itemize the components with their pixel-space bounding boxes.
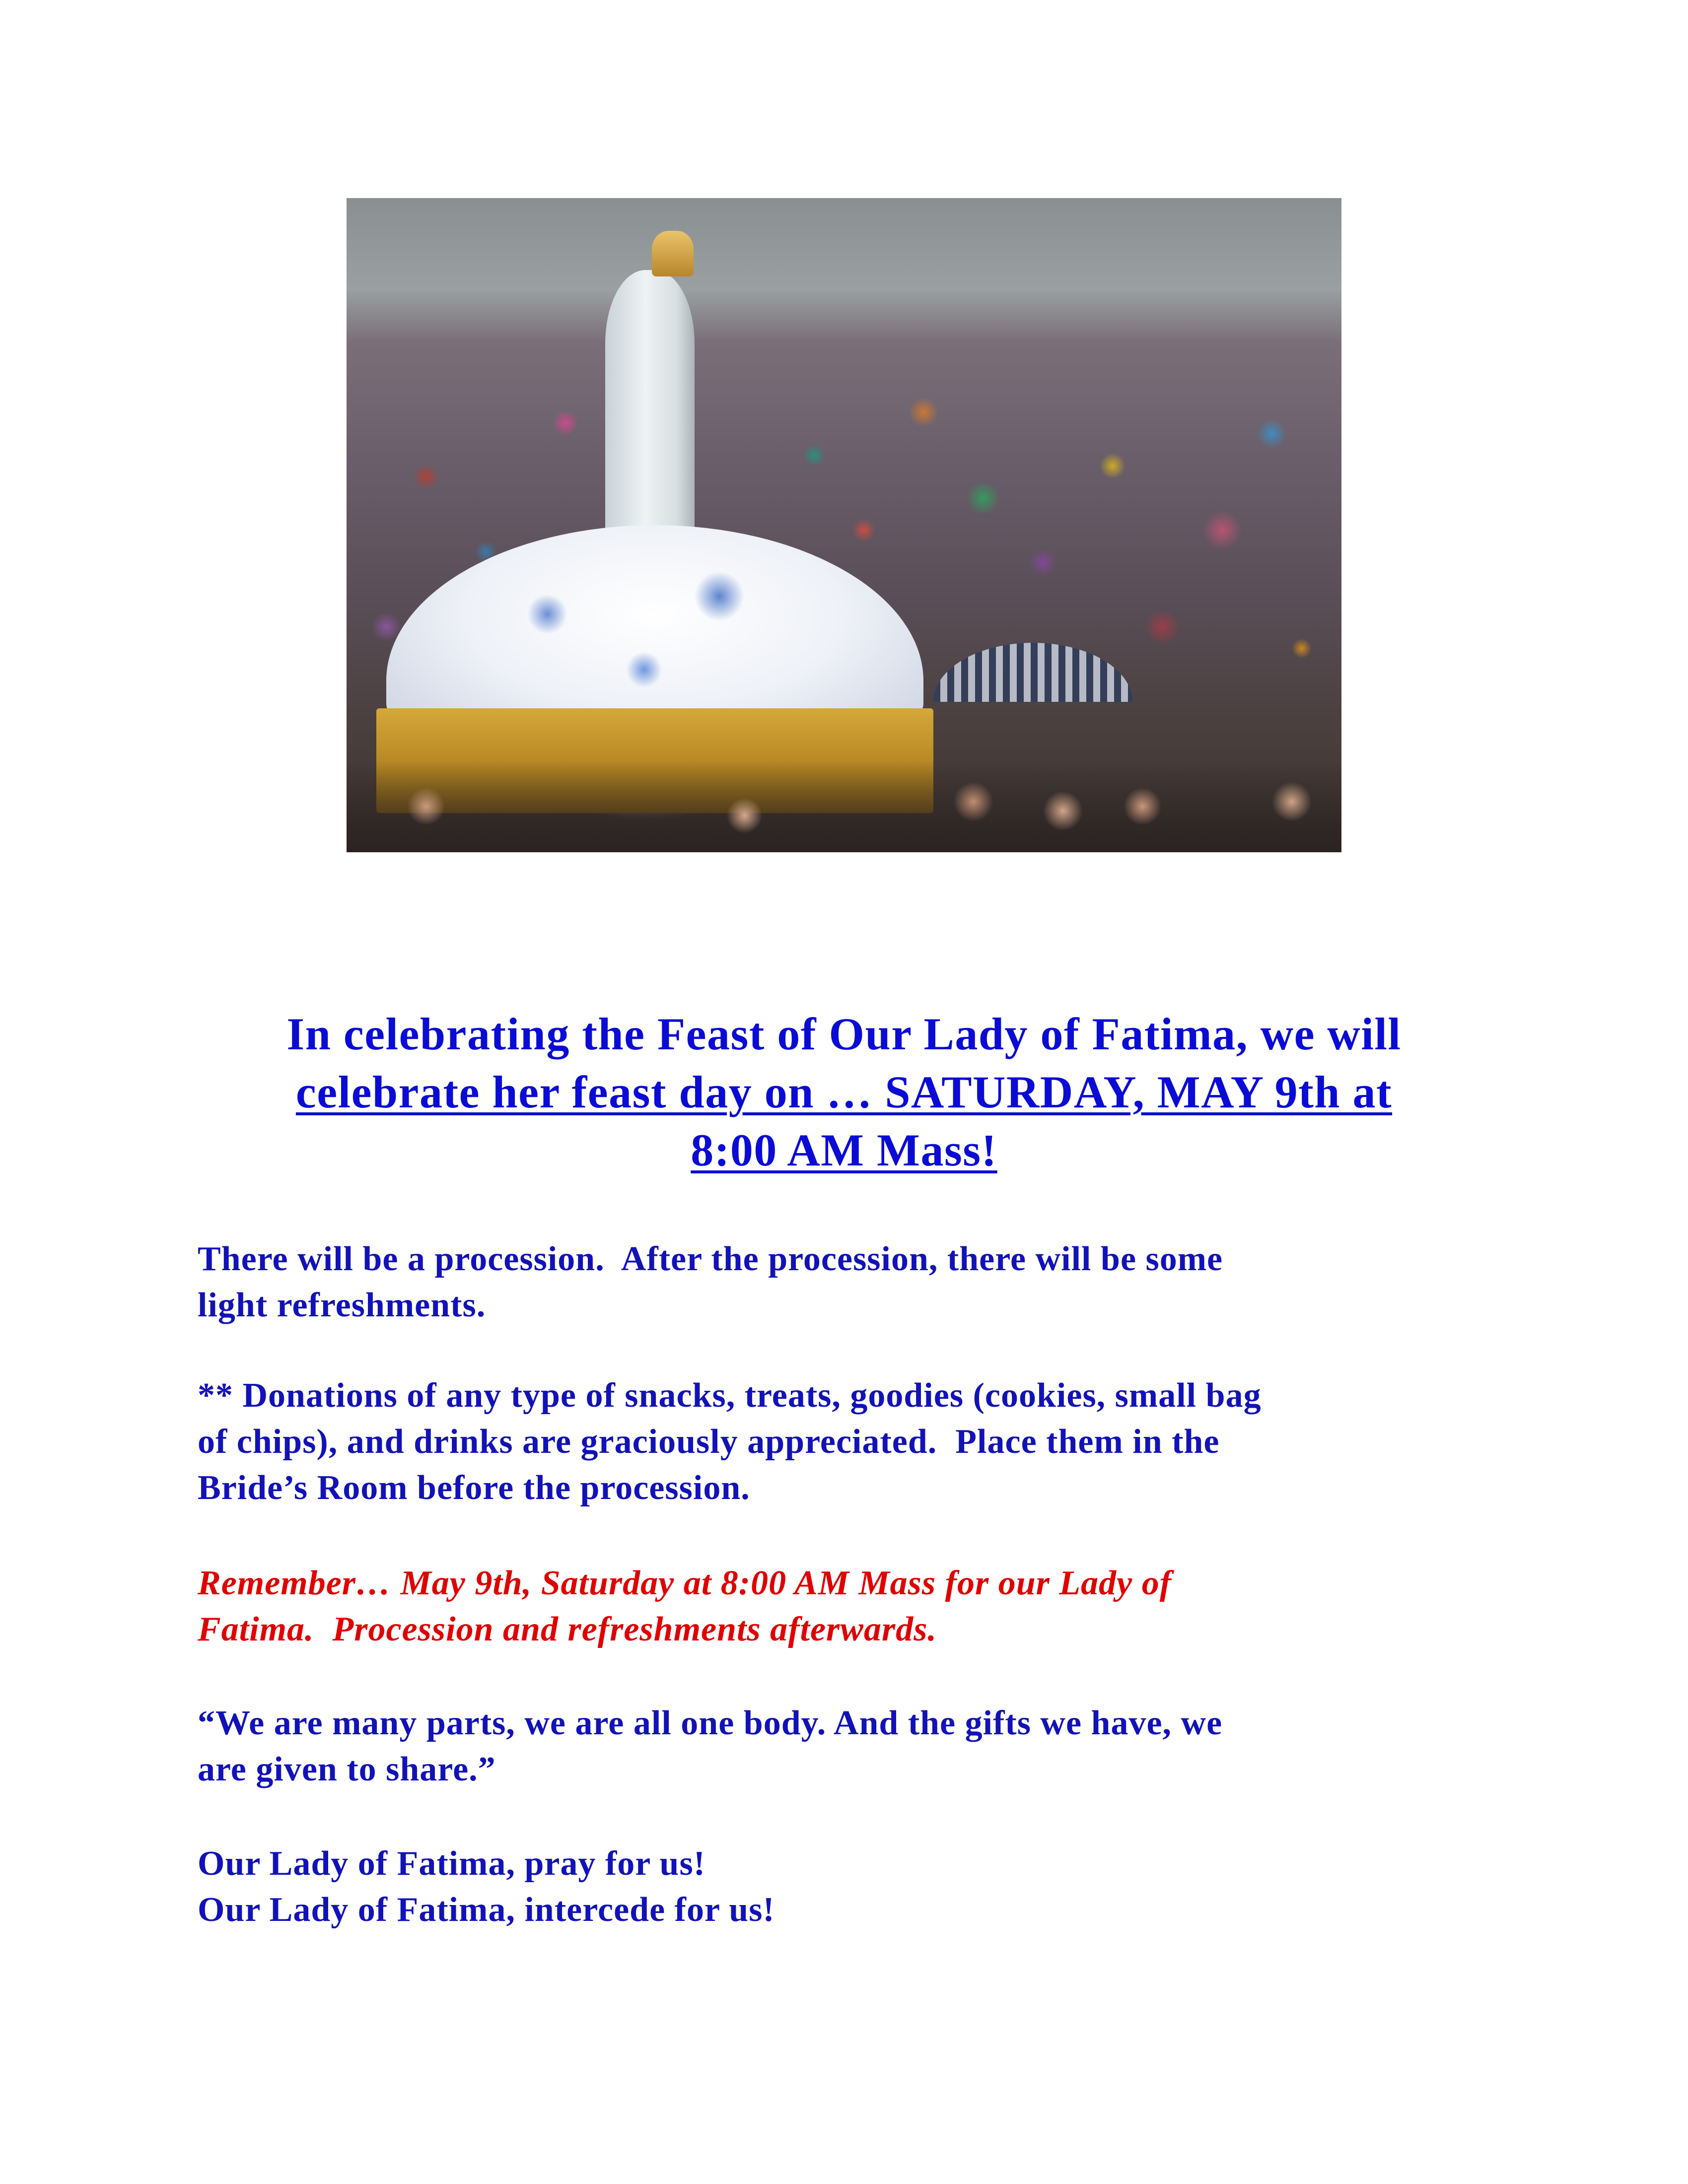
paragraph-line: There will be a procession. After the procession, there will be some: [198, 1240, 1223, 1278]
paragraph-line: are given to share.”: [198, 1750, 496, 1788]
prayers-paragraph: [198, 1841, 1498, 1933]
heading-line-3: 8:00 AM Mass!: [691, 1125, 997, 1175]
paragraph-line: Bride’s Room before the procession.: [198, 1469, 750, 1507]
paragraph-line: “We are many parts, we are all one body. And the gifts we have, we: [198, 1704, 1223, 1742]
procession-paragraph: [198, 1236, 1498, 1328]
reminder-paragraph: [198, 1560, 1498, 1652]
heading-line-1: In celebrating the Feast of Our Lady of Fatima, we will: [286, 1009, 1402, 1059]
prayer-line: Our Lady of Fatima, intercede for us!: [198, 1891, 775, 1929]
crown-icon: [652, 231, 694, 276]
statue-figure: [605, 270, 695, 564]
paragraph-line: of chips), and drinks are graciously appreciated. Place them in the: [198, 1423, 1220, 1461]
heading-line-2: celebrate her feast day on … SATURDAY, MAY 9th at: [295, 1067, 1393, 1117]
paragraph-line: ** Donations of any type of snacks, treats, goodies (cookies, small bag: [198, 1376, 1262, 1415]
crowd-foreground: [347, 760, 1341, 852]
paragraph-line: light refreshments.: [198, 1286, 486, 1324]
procession-photo: [347, 198, 1341, 852]
announcement-heading: [0, 1005, 1688, 1179]
paragraph-line: Fatima. Procession and refreshments afterwards.: [198, 1610, 937, 1648]
donations-paragraph: [198, 1372, 1498, 1511]
prayer-line: Our Lady of Fatima, pray for us!: [198, 1844, 706, 1883]
paragraph-line: Remember… May 9th, Saturday at 8:00 AM Mass for our Lady of: [198, 1564, 1172, 1602]
quote-paragraph: [198, 1700, 1498, 1792]
